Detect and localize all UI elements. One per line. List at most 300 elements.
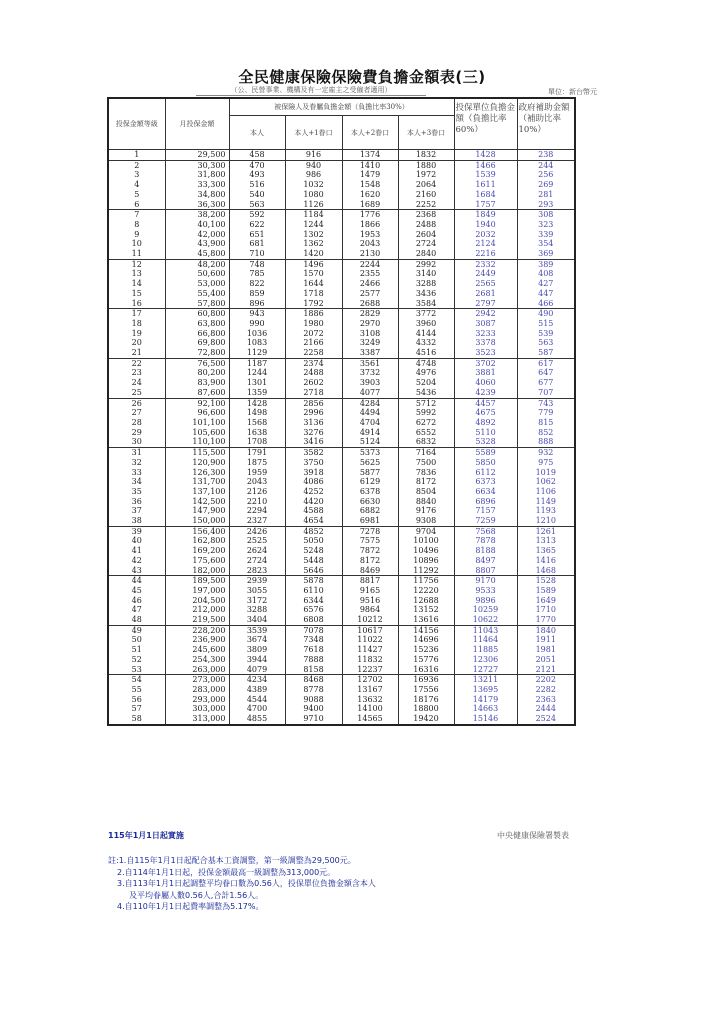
- cell-self-plus-3: 4144: [398, 329, 454, 339]
- page-title: [0, 66, 724, 87]
- header-grade: 投保金額等級: [108, 98, 165, 150]
- cell-government: 1468: [517, 566, 575, 576]
- cell-self-plus-1: 8158: [285, 665, 342, 675]
- cell-self: 1875: [229, 458, 285, 468]
- cell-government: 339: [517, 230, 575, 240]
- cell-self-plus-3: 13616: [398, 615, 454, 625]
- cell-employer: 5110: [454, 428, 517, 438]
- table-row: [108, 566, 575, 576]
- cell-self: 943: [229, 309, 285, 319]
- cell-self-plus-3: 2252: [398, 200, 454, 210]
- cell-self-plus-3: 1880: [398, 160, 454, 170]
- cell-self: 896: [229, 299, 285, 309]
- cell-grade: 35: [108, 487, 165, 497]
- page-title-text: 全民健康保險保險費負擔金額表(三): [238, 68, 486, 86]
- cell-self-plus-1: 7888: [285, 655, 342, 665]
- cell-self: 458: [229, 150, 285, 161]
- cell-self-plus-2: 5877: [342, 468, 398, 478]
- cell-grade: 2: [108, 160, 165, 170]
- cell-self-plus-1: 1244: [285, 220, 342, 230]
- cell-self-plus-3: 2724: [398, 239, 454, 249]
- cell-monthly-amount: 55,400: [165, 289, 229, 299]
- cell-self-plus-2: 4914: [342, 428, 398, 438]
- cell-government: 408: [517, 269, 575, 279]
- cell-government: 244: [517, 160, 575, 170]
- cell-self-plus-2: 7278: [342, 526, 398, 536]
- cell-self-plus-2: 9165: [342, 586, 398, 596]
- cell-monthly-amount: 31,800: [165, 170, 229, 180]
- table-row: [108, 368, 575, 378]
- note-1: 註:1.自115年1月1日起配合基本工資調整，第一級調整為29,500元。: [108, 856, 356, 865]
- cell-self-plus-2: 6129: [342, 477, 398, 487]
- cell-self-plus-3: 12688: [398, 596, 454, 606]
- cell-monthly-amount: 283,000: [165, 685, 229, 695]
- table-row: [108, 279, 575, 289]
- cell-employer: 9896: [454, 596, 517, 606]
- cell-monthly-amount: 63,800: [165, 319, 229, 329]
- table-header: [108, 98, 575, 150]
- cell-grade: 43: [108, 566, 165, 576]
- cell-grade: 15: [108, 289, 165, 299]
- cell-self: 2294: [229, 506, 285, 516]
- cell-self-plus-1: 1362: [285, 239, 342, 249]
- cell-grade: 44: [108, 576, 165, 586]
- cell-monthly-amount: 126,300: [165, 468, 229, 478]
- cell-self: 3539: [229, 625, 285, 635]
- cell-self: 3674: [229, 635, 285, 645]
- cell-self: 4079: [229, 665, 285, 675]
- table-row: [108, 615, 575, 625]
- cell-self-plus-1: 1718: [285, 289, 342, 299]
- cell-employer: 2216: [454, 249, 517, 259]
- cell-self-plus-1: 1420: [285, 249, 342, 259]
- table-row: [108, 348, 575, 358]
- cell-self-plus-1: 2718: [285, 388, 342, 398]
- cell-self-plus-1: 3918: [285, 468, 342, 478]
- cell-employer: 2942: [454, 309, 517, 319]
- cell-grade: 40: [108, 536, 165, 546]
- cell-grade: 56: [108, 695, 165, 705]
- cell-employer: 1611: [454, 180, 517, 190]
- cell-employer: 2797: [454, 299, 517, 309]
- cell-self-plus-2: 6882: [342, 506, 398, 516]
- cell-employer: 3881: [454, 368, 517, 378]
- table-row: [108, 448, 575, 458]
- cell-monthly-amount: 101,100: [165, 418, 229, 428]
- cell-grade: 45: [108, 586, 165, 596]
- cell-monthly-amount: 150,000: [165, 516, 229, 526]
- cell-self-plus-1: 2488: [285, 368, 342, 378]
- cell-self-plus-1: 6110: [285, 586, 342, 596]
- cell-employer: 11464: [454, 635, 517, 645]
- cell-monthly-amount: 212,000: [165, 605, 229, 615]
- cell-self-plus-1: 8778: [285, 685, 342, 695]
- cell-self-plus-2: 8172: [342, 556, 398, 566]
- cell-self-plus-1: 2072: [285, 329, 342, 339]
- table-row: [108, 398, 575, 408]
- cell-grade: 42: [108, 556, 165, 566]
- cell-employer: 4239: [454, 388, 517, 398]
- cell-monthly-amount: 147,900: [165, 506, 229, 516]
- cell-monthly-amount: 219,500: [165, 615, 229, 625]
- cell-monthly-amount: 36,300: [165, 200, 229, 210]
- table-row: [108, 625, 575, 635]
- cell-employer: 1466: [454, 160, 517, 170]
- cell-self-plus-2: 8817: [342, 576, 398, 586]
- cell-employer: 1428: [454, 150, 517, 161]
- cell-grade: 7: [108, 210, 165, 220]
- cell-self-plus-1: 1126: [285, 200, 342, 210]
- cell-self-plus-1: 1980: [285, 319, 342, 329]
- cell-self: 1036: [229, 329, 285, 339]
- table-row: [108, 249, 575, 259]
- cell-employer: 6112: [454, 468, 517, 478]
- table-row: [108, 269, 575, 279]
- cell-self-plus-1: 7078: [285, 625, 342, 635]
- cell-employer: 6896: [454, 497, 517, 507]
- cell-monthly-amount: 34,800: [165, 190, 229, 200]
- cell-self-plus-3: 14696: [398, 635, 454, 645]
- cell-grade: 25: [108, 388, 165, 398]
- cell-monthly-amount: 92,100: [165, 398, 229, 408]
- cell-self-plus-1: 5248: [285, 546, 342, 556]
- cell-self-plus-1: 2258: [285, 348, 342, 358]
- table-row: [108, 586, 575, 596]
- cell-self-plus-2: 14100: [342, 704, 398, 714]
- cell-self-plus-1: 4420: [285, 497, 342, 507]
- cell-self: 493: [229, 170, 285, 180]
- cell-self-plus-2: 14565: [342, 714, 398, 725]
- cell-monthly-amount: 87,600: [165, 388, 229, 398]
- cell-government: 1365: [517, 546, 575, 556]
- cell-government: 779: [517, 408, 575, 418]
- cell-monthly-amount: 236,900: [165, 635, 229, 645]
- cell-monthly-amount: 40,100: [165, 220, 229, 230]
- cell-government: 815: [517, 418, 575, 428]
- cell-self: 1083: [229, 338, 285, 348]
- cell-employer: 1849: [454, 210, 517, 220]
- cell-employer: 9170: [454, 576, 517, 586]
- cell-self-plus-3: 2992: [398, 259, 454, 269]
- cell-government: 1193: [517, 506, 575, 516]
- cell-self-plus-2: 2970: [342, 319, 398, 329]
- table-row: [108, 685, 575, 695]
- cell-employer: 12727: [454, 665, 517, 675]
- cell-self: 3055: [229, 586, 285, 596]
- table-row: [108, 150, 575, 161]
- table-row: [108, 200, 575, 210]
- table-row: [108, 556, 575, 566]
- effective-date: 115年1月1日起實施: [108, 831, 184, 840]
- cell-self-plus-3: 13152: [398, 605, 454, 615]
- cell-self-plus-2: 2688: [342, 299, 398, 309]
- cell-monthly-amount: 69,800: [165, 338, 229, 348]
- cell-self-plus-2: 4284: [342, 398, 398, 408]
- cell-employer: 14179: [454, 695, 517, 705]
- cell-grade: 47: [108, 605, 165, 615]
- cell-government: 281: [517, 190, 575, 200]
- cell-self-plus-3: 8504: [398, 487, 454, 497]
- cell-self-plus-3: 2604: [398, 230, 454, 240]
- cell-government: 269: [517, 180, 575, 190]
- cell-self-plus-1: 1792: [285, 299, 342, 309]
- cell-government: 427: [517, 279, 575, 289]
- cell-monthly-amount: 66,800: [165, 329, 229, 339]
- table-row: [108, 714, 575, 725]
- table-row: [108, 695, 575, 705]
- cell-grade: 30: [108, 437, 165, 447]
- cell-grade: 55: [108, 685, 165, 695]
- cell-self: 4389: [229, 685, 285, 695]
- table-row: [108, 408, 575, 418]
- table-row: [108, 576, 575, 586]
- cell-monthly-amount: 263,000: [165, 665, 229, 675]
- cell-monthly-amount: 57,800: [165, 299, 229, 309]
- cell-self: 2327: [229, 516, 285, 526]
- cell-monthly-amount: 303,000: [165, 704, 229, 714]
- cell-self-plus-2: 5625: [342, 458, 398, 468]
- cell-government: 1981: [517, 645, 575, 655]
- header-self-plus-3: 本人+3眷口: [398, 116, 454, 150]
- cell-self-plus-2: 1410: [342, 160, 398, 170]
- cell-self-plus-1: 1644: [285, 279, 342, 289]
- cell-monthly-amount: 29,500: [165, 150, 229, 161]
- cell-self-plus-3: 16316: [398, 665, 454, 675]
- cell-grade: 9: [108, 230, 165, 240]
- cell-self-plus-3: 16936: [398, 675, 454, 685]
- table-row: [108, 190, 575, 200]
- cell-self-plus-2: 11427: [342, 645, 398, 655]
- cell-self-plus-3: 10496: [398, 546, 454, 556]
- cell-government: 888: [517, 437, 575, 447]
- cell-government: 1210: [517, 516, 575, 526]
- cell-self-plus-3: 3436: [398, 289, 454, 299]
- cell-self-plus-3: 5712: [398, 398, 454, 408]
- cell-grade: 11: [108, 249, 165, 259]
- cell-government: 1149: [517, 497, 575, 507]
- cell-monthly-amount: 169,200: [165, 546, 229, 556]
- cell-self-plus-2: 3387: [342, 348, 398, 358]
- cell-self-plus-3: 10100: [398, 536, 454, 546]
- cell-self-plus-2: 6378: [342, 487, 398, 497]
- cell-self-plus-1: 9710: [285, 714, 342, 725]
- cell-grade: 19: [108, 329, 165, 339]
- cell-self: 2126: [229, 487, 285, 497]
- cell-self-plus-2: 3903: [342, 378, 398, 388]
- cell-self: 563: [229, 200, 285, 210]
- cell-self-plus-1: 4086: [285, 477, 342, 487]
- cell-self-plus-1: 2374: [285, 358, 342, 368]
- cell-self-plus-3: 3772: [398, 309, 454, 319]
- cell-self-plus-2: 10617: [342, 625, 398, 635]
- cell-monthly-amount: 162,800: [165, 536, 229, 546]
- cell-self-plus-2: 2244: [342, 259, 398, 269]
- cell-employer: 2332: [454, 259, 517, 269]
- cell-self-plus-2: 12237: [342, 665, 398, 675]
- header-insured-group: 被保險人及眷屬負擔金額（負擔比率30%）: [229, 98, 454, 116]
- cell-government: 466: [517, 299, 575, 309]
- table-row: [108, 338, 575, 348]
- cell-self-plus-2: 13632: [342, 695, 398, 705]
- cell-employer: 5589: [454, 448, 517, 458]
- cell-self-plus-1: 3416: [285, 437, 342, 447]
- table-row: [108, 329, 575, 339]
- cell-monthly-amount: 42,000: [165, 230, 229, 240]
- cell-self: 1244: [229, 368, 285, 378]
- cell-government: 1649: [517, 596, 575, 606]
- cell-employer: 2449: [454, 269, 517, 279]
- cell-self: 2525: [229, 536, 285, 546]
- cell-self-plus-3: 4748: [398, 358, 454, 368]
- table-row: [108, 665, 575, 675]
- cell-employer: 8188: [454, 546, 517, 556]
- cell-self-plus-2: 3561: [342, 358, 398, 368]
- cell-self-plus-3: 6832: [398, 437, 454, 447]
- cell-self-plus-3: 15236: [398, 645, 454, 655]
- cell-employer: 4060: [454, 378, 517, 388]
- cell-employer: 6634: [454, 487, 517, 497]
- table-row: [108, 160, 575, 170]
- cell-government: 2051: [517, 655, 575, 665]
- cell-employer: 13211: [454, 675, 517, 685]
- cell-self-plus-3: 8840: [398, 497, 454, 507]
- cell-grade: 27: [108, 408, 165, 418]
- cell-grade: 29: [108, 428, 165, 438]
- cell-self-plus-2: 5124: [342, 437, 398, 447]
- cell-grade: 4: [108, 180, 165, 190]
- cell-self-plus-1: 6808: [285, 615, 342, 625]
- cell-self-plus-3: 2064: [398, 180, 454, 190]
- cell-self-plus-3: 12220: [398, 586, 454, 596]
- cell-self-plus-1: 5878: [285, 576, 342, 586]
- cell-grade: 18: [108, 319, 165, 329]
- table-row: [108, 645, 575, 655]
- cell-grade: 58: [108, 714, 165, 725]
- cell-monthly-amount: 142,500: [165, 497, 229, 507]
- cell-government: 647: [517, 368, 575, 378]
- cell-self-plus-2: 1776: [342, 210, 398, 220]
- cell-monthly-amount: 53,000: [165, 279, 229, 289]
- table-row: [108, 477, 575, 487]
- cell-grade: 39: [108, 526, 165, 536]
- cell-grade: 21: [108, 348, 165, 358]
- cell-government: 932: [517, 448, 575, 458]
- cell-employer: 5328: [454, 437, 517, 447]
- cell-grade: 23: [108, 368, 165, 378]
- cell-employer: 8497: [454, 556, 517, 566]
- cell-monthly-amount: 182,000: [165, 566, 229, 576]
- cell-self-plus-1: 1184: [285, 210, 342, 220]
- table-row: [108, 546, 575, 556]
- cell-government: 293: [517, 200, 575, 210]
- cell-employer: 14663: [454, 704, 517, 714]
- cell-grade: 8: [108, 220, 165, 230]
- cell-monthly-amount: 30,300: [165, 160, 229, 170]
- cell-grade: 20: [108, 338, 165, 348]
- cell-grade: 3: [108, 170, 165, 180]
- cell-self-plus-2: 2130: [342, 249, 398, 259]
- cell-self-plus-1: 7618: [285, 645, 342, 655]
- cell-monthly-amount: 105,600: [165, 428, 229, 438]
- cell-employer: 7259: [454, 516, 517, 526]
- cell-monthly-amount: 273,000: [165, 675, 229, 685]
- cell-self-plus-2: 7575: [342, 536, 398, 546]
- cell-government: 1416: [517, 556, 575, 566]
- cell-self-plus-1: 6344: [285, 596, 342, 606]
- cell-self-plus-1: 7348: [285, 635, 342, 645]
- table-row: [108, 675, 575, 685]
- cell-self-plus-2: 4494: [342, 408, 398, 418]
- cell-grade: 33: [108, 468, 165, 478]
- cell-self: 2823: [229, 566, 285, 576]
- cell-self-plus-2: 12702: [342, 675, 398, 685]
- cell-self-plus-1: 9088: [285, 695, 342, 705]
- cell-monthly-amount: 38,200: [165, 210, 229, 220]
- table-row: [108, 230, 575, 240]
- cell-government: 587: [517, 348, 575, 358]
- cell-self-plus-1: 6576: [285, 605, 342, 615]
- cell-government: 389: [517, 259, 575, 269]
- cell-government: 677: [517, 378, 575, 388]
- cell-government: 323: [517, 220, 575, 230]
- cell-government: 2202: [517, 675, 575, 685]
- cell-employer: 15146: [454, 714, 517, 725]
- cell-employer: 7878: [454, 536, 517, 546]
- cell-self-plus-2: 2355: [342, 269, 398, 279]
- cell-grade: 38: [108, 516, 165, 526]
- cell-self: 681: [229, 239, 285, 249]
- cell-grade: 54: [108, 675, 165, 685]
- cell-self-plus-1: 1032: [285, 180, 342, 190]
- cell-self-plus-3: 3140: [398, 269, 454, 279]
- cell-monthly-amount: 293,000: [165, 695, 229, 705]
- cell-self-plus-1: 1886: [285, 309, 342, 319]
- cell-self-plus-1: 4852: [285, 526, 342, 536]
- cell-self: 3172: [229, 596, 285, 606]
- table-row: [108, 516, 575, 526]
- cell-monthly-amount: 115,500: [165, 448, 229, 458]
- cell-self: 822: [229, 279, 285, 289]
- cell-self: 3404: [229, 615, 285, 625]
- cell-monthly-amount: 120,900: [165, 458, 229, 468]
- table-row: [108, 704, 575, 714]
- cell-grade: 46: [108, 596, 165, 606]
- cell-self-plus-1: 2166: [285, 338, 342, 348]
- table-row: [108, 210, 575, 220]
- cell-self: 1498: [229, 408, 285, 418]
- table-row: [108, 468, 575, 478]
- cell-self-plus-3: 9176: [398, 506, 454, 516]
- cell-self-plus-3: 6272: [398, 418, 454, 428]
- cell-government: 354: [517, 239, 575, 249]
- header-self: 本人: [229, 116, 285, 150]
- cell-self: 1959: [229, 468, 285, 478]
- cell-government: 852: [517, 428, 575, 438]
- cell-self-plus-2: 3732: [342, 368, 398, 378]
- table-row: [108, 655, 575, 665]
- cell-self-plus-1: 986: [285, 170, 342, 180]
- cell-self-plus-3: 18800: [398, 704, 454, 714]
- cell-grade: 48: [108, 615, 165, 625]
- cell-self: 622: [229, 220, 285, 230]
- cell-self-plus-3: 14156: [398, 625, 454, 635]
- cell-self-plus-2: 2577: [342, 289, 398, 299]
- cell-self-plus-1: 3136: [285, 418, 342, 428]
- cell-government: 563: [517, 338, 575, 348]
- cell-government: 617: [517, 358, 575, 368]
- cell-grade: 52: [108, 655, 165, 665]
- cell-self-plus-2: 1548: [342, 180, 398, 190]
